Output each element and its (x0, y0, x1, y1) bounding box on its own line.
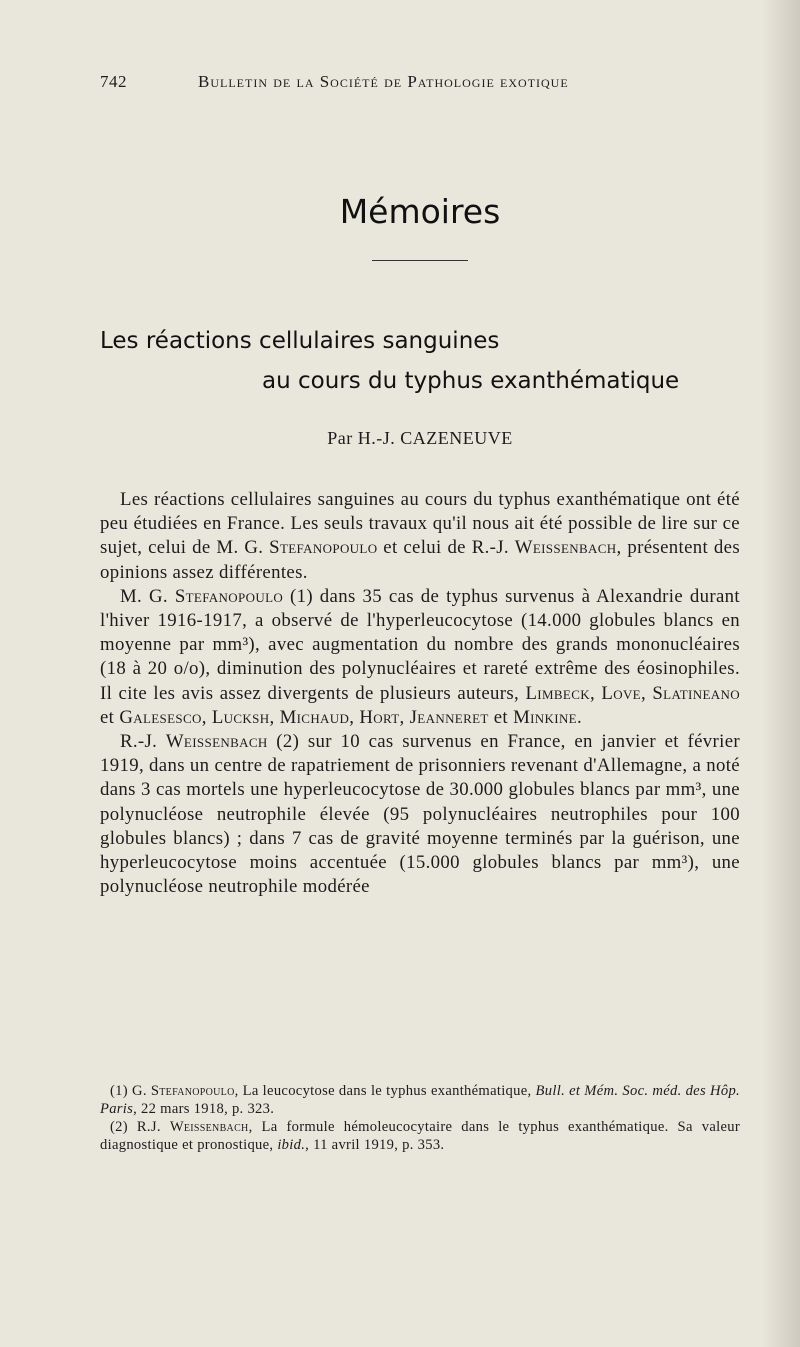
article-body (100, 488, 740, 899)
paragraph-1 (100, 488, 740, 585)
p1-text-b: et celui de R.-J. (377, 537, 515, 559)
section-heading: Mémoires (339, 192, 501, 231)
article-title-line1: Les réactions cellulaires sanguines (100, 328, 500, 354)
author-names: Galesesco, Lucksh, Michaud, Hort, Jeanneret (119, 706, 489, 728)
p2-text-c: et (100, 706, 120, 728)
fn2-text-b: , La formule hémoleucocytaire dans le typhus exanthématique. Sa valeur diagnostique et pronostique, (100, 1119, 740, 1153)
fn1-text-c: , 22 mars 1918, p. 323. (133, 1101, 275, 1117)
p1-text-c: , présentent des opinions assez différentes. (100, 537, 740, 583)
p3-text-a: R.-J. (120, 731, 166, 753)
footnote-1 (100, 1082, 740, 1118)
article-byline: Par H.-J. CAZENEUVE (327, 428, 513, 448)
p1-text-a: Les réactions cellulaires sanguines au cours du typhus exanthématique ont été peu étudiées en France. Les seuls travaux qu'il nous ait été possible de lire sur ce sujet, celui de M. G. (100, 489, 740, 559)
paragraph-2 (100, 585, 740, 730)
ibid-ref: ibid. (277, 1137, 306, 1153)
heading-rule (372, 260, 468, 261)
author-name: Stefanopoulo (269, 537, 378, 559)
fn1-text-a: (1) G. (110, 1083, 151, 1099)
fn2-text-c: , 11 avril 1919, p. 353. (305, 1137, 445, 1153)
footnote-2 (100, 1118, 740, 1154)
author-name: Minkine (513, 706, 577, 728)
fn2-text-a: (2) R.J. (110, 1119, 170, 1135)
page-edge-shadow (762, 0, 800, 1347)
running-title: Bulletin de la Société de Pathologie exotique (198, 72, 569, 91)
p2-text-e: . (576, 706, 583, 728)
author-name: Weissenbach (514, 537, 617, 559)
author-name: Weissenbach (165, 731, 268, 753)
fn1-text-b: , La leucocytose dans le typhus exanthématique, (234, 1083, 536, 1099)
running-head (100, 72, 740, 92)
p2-text-a: M. G. (120, 585, 175, 607)
p2-text-d: et (488, 706, 514, 728)
article-title-line2: au cours du typhus exanthématique (262, 368, 680, 394)
p3-text-b: (2) sur 10 cas survenus en France, en janvier et février 1919, dans un centre de rapatriement de prisonniers revenant d'Allemagne, a noté dans 3 cas mortels une hyperleucocytose de 30.000 globules blancs par mm³, une polynucléose neutrophile élevée (95 polynucléaires neutrophiles pour 100 globules blancs) ; dans 7 cas de gravité moyenne terminés par la guérison, une hyperleucocytose moins accentuée (15.000 globules blancs par mm³), une polynucléose neutrophile modérée (100, 731, 740, 898)
author-name: Weissenbach (169, 1119, 249, 1135)
footnotes (100, 1082, 740, 1154)
author-name: Stefanopoulo (174, 585, 284, 607)
author-name: Stefanopoulo (150, 1083, 235, 1099)
paragraph-3 (100, 730, 740, 899)
p2-text-b: (1) dans 35 cas de typhus survenus à Alexandrie durant l'hiver 1916-1917, a observé de l'hyperleucocytose (14.000 globules blancs en moyenne par mm³), avec augmentation du nombre des grands mononucléaires (18 à 20 o/o), diminution des polynucléaires et rareté extrême des éosinophiles. Il cite les avis assez divergents de plusieurs auteurs, (100, 585, 740, 704)
journal-title: Bull. et Mém. Soc. méd. des Hôp. Paris (100, 1083, 740, 1117)
page-number: 742 (100, 72, 127, 91)
author-names: Limbeck, Love, Slatineano (525, 682, 740, 704)
